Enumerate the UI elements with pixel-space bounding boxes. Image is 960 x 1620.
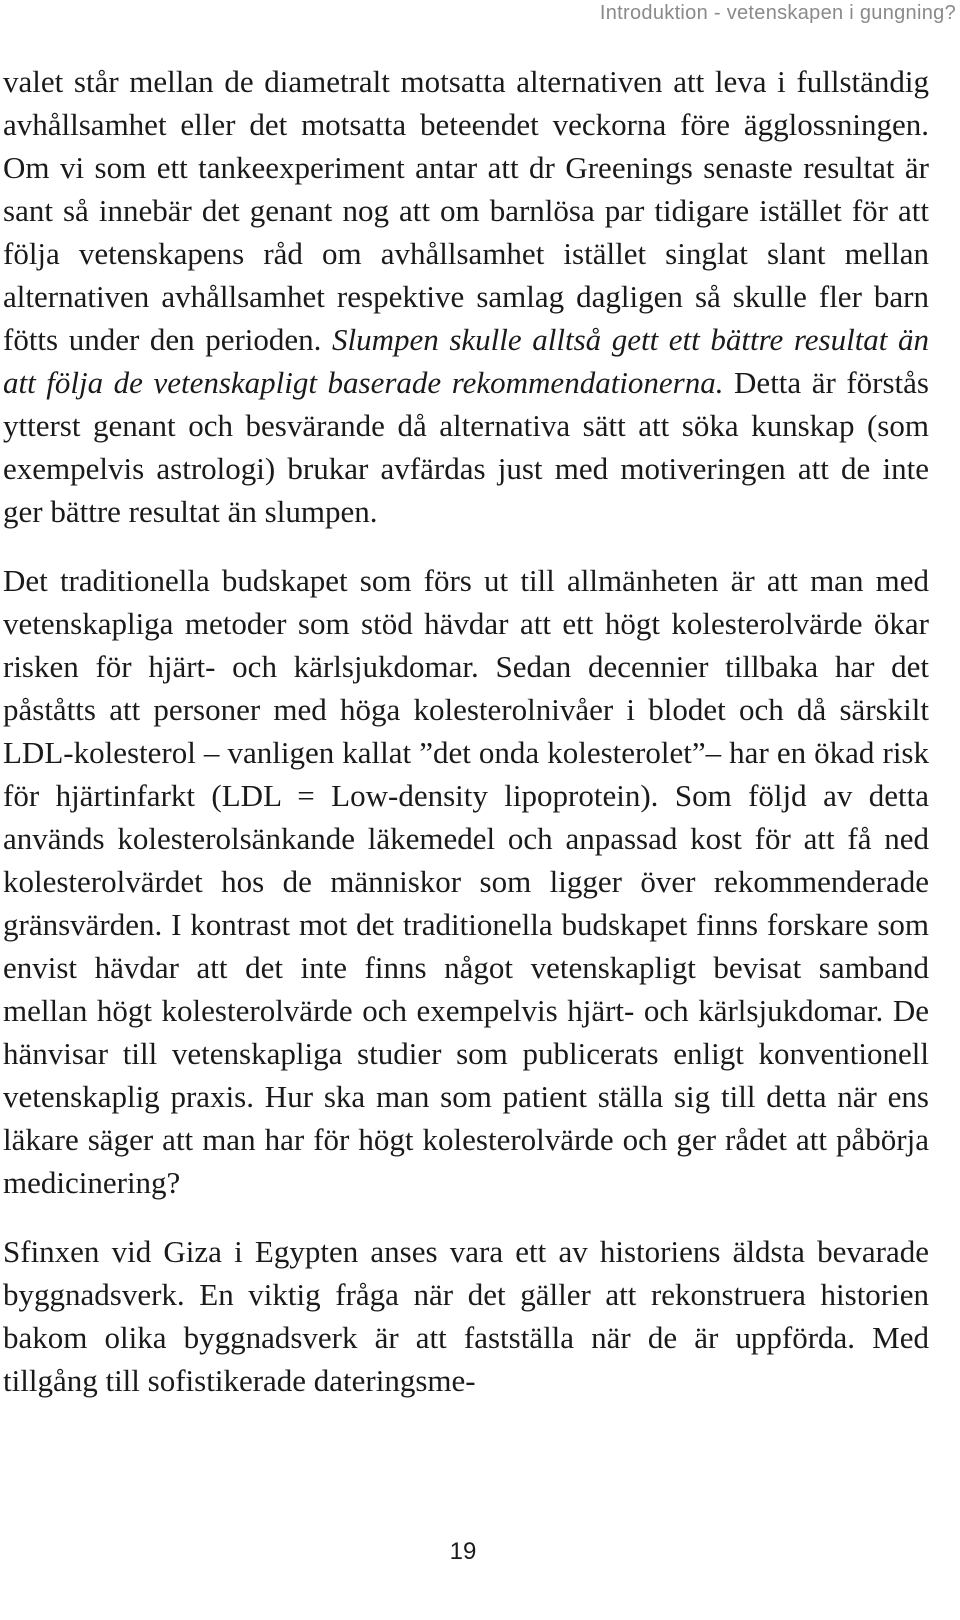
running-header: Introduktion - vetenskapen i gungning? bbox=[599, 2, 956, 24]
paragraph-2: Det traditionella budskapet som förs ut till allmänheten är att man med vetenskapliga metoder som stöd hävdar att ett högt kolesterolvärde ökar risken för hjärt- och kärlsjukdomar. Sedan decennier tillbaka har det påståtts att personer med höga kolesterolnivåer i blodet och då särskilt LDL-kolesterol – vanligen kallat ”det onda kolesterolet”– har en ökad risk för hjärtinfarkt (LDL = Low-density lipoprotein). Som följd av detta används kolesterolsänkande läkemedel och anpassad kost för att få ned kolesterolvärdet hos de människor som ligger över rekommenderade gränsvärden. I kontrast mot det traditionella budskapet finns forskare som envist hävdar att det inte finns något vetenskapligt bevisat samband mellan högt kolesterolvärde och exempelvis hjärt- och kärlsjukdomar. De hänvisar till vetenskapliga studier som publicerats enligt konventionell vetenskaplig praxis. Hur ska man som patient ställa sig till detta när ens läkare säger att man har för högt kolesterolvärde och ger rådet att påbörja medicinering? bbox=[3, 563, 929, 1200]
paragraph-3: Sfinxen vid Giza i Egypten anses vara ett av historiens äldsta bevarade byggnadsverk. En viktig fråga när det gäller att rekonstruera historien bakom olika byggnadsverk är att fastställa när de är uppförda. Med tillgång till sofistikerade dateringsme- bbox=[3, 1234, 929, 1398]
paragraph-1-emphasis: Slumpen skulle alltså gett ett bättre resultat än att följa de vetenskapligt baserade rekommendationerna. bbox=[3, 322, 930, 400]
paragraph-1-text-end: Detta är förstås ytterst genant och besvärande då alternativa sätt att söka kunskap (som exempelvis astrologi) brukar avfärdas just med motiveringen att de inte ger bättre resultat än slumpen. bbox=[3, 365, 929, 529]
page-number: 19 bbox=[449, 1538, 477, 1565]
paragraph-1-text-start: valet står mellan de diametralt motsatta alternativen att leva i fullständig avhållsamhet eller det motsatta beteendet veckorna före ägglossningen. Om vi som ett tankeexperiment antar att dr Greenings senaste resultat är sant så innebär det genant nog att om barnlösa par tidigare istället för att följa vetenskapens råd om avhållsamhet istället singlat slant mellan alternativen avhållsamhet respektive samlag dagligen så skulle fler barn fötts under den perioden. bbox=[3, 64, 929, 357]
body-text bbox=[3, 60, 929, 1402]
paragraph-1 bbox=[3, 60, 929, 533]
